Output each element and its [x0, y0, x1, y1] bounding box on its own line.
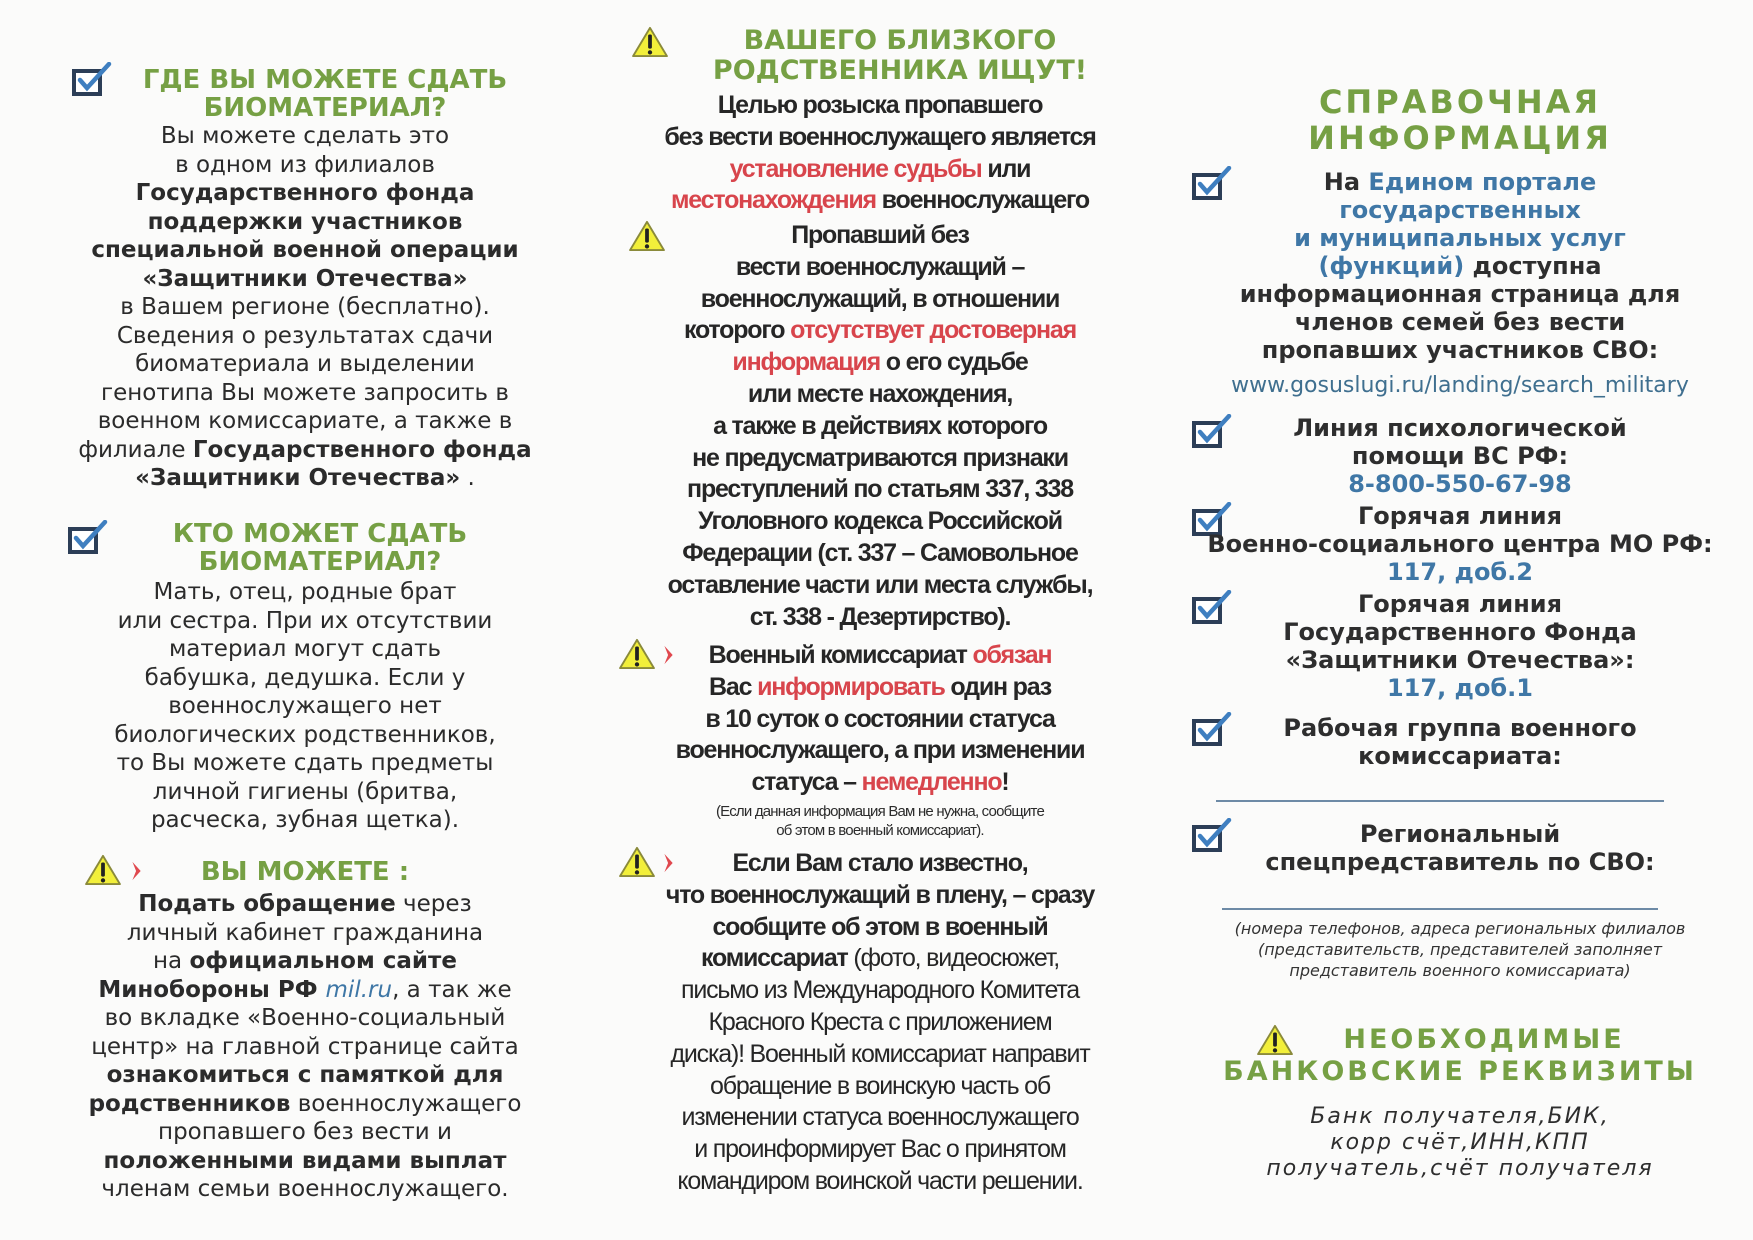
missing-definition-text: [600, 220, 1160, 633]
phone-number[interactable]: 117, доб.1: [1386, 674, 1533, 702]
text-line: материал могут сдать: [168, 636, 442, 662]
note-line: об этом в военный комиссариат).: [776, 822, 984, 839]
text-span: военнослужащего: [290, 1090, 522, 1117]
text-span: специальной военной операции: [91, 237, 519, 263]
text-line: [600, 538, 1160, 570]
text-span: доступна: [1464, 252, 1602, 280]
text-span: Если Вам стало известно,: [732, 849, 1028, 877]
text-line: [40, 151, 570, 180]
highlight-text: обязан: [972, 641, 1052, 669]
who-biomaterial-heading: [40, 520, 570, 576]
bank-details-list: [1180, 1104, 1740, 1182]
heading-line: БИОМАТЕРИАЛ?: [198, 547, 442, 577]
text-span: «Защитники Отечества»: [135, 465, 461, 491]
text-span: диска)! Военный комиссариат направит: [670, 1039, 1090, 1068]
you-can-text: [40, 890, 570, 1204]
text-span: или месте нахождения,: [747, 379, 1013, 408]
column-search: [600, 0, 1160, 1240]
text-line: [600, 122, 1160, 154]
text-line: [600, 315, 1160, 347]
text-span: информационная страница для: [1239, 280, 1681, 308]
text-line: [600, 252, 1160, 284]
text-line: [40, 407, 570, 436]
psych-help-line: [1180, 414, 1740, 498]
text-line: бабушка, дедушка. Если у: [144, 664, 466, 691]
text-line: Мать, отец, родные брат: [153, 579, 457, 605]
text-line: или сестра. При их отсутствии: [117, 607, 493, 634]
working-group: [1180, 714, 1740, 770]
text-line: [40, 1004, 570, 1033]
note-line: (Если данная информация Вам не нужна, сообщите: [715, 803, 1044, 820]
search-goal-text: [600, 90, 1160, 217]
bank-details-heading: [1180, 1024, 1740, 1088]
text-line: [1180, 196, 1740, 224]
where-biomaterial-text: [40, 122, 570, 493]
text-span: статуса –: [751, 768, 862, 797]
text-line: [600, 912, 1160, 944]
text-span: официальном сайте: [189, 948, 457, 974]
contact-label: Линия психологической: [1293, 414, 1627, 442]
text-line: [600, 570, 1160, 602]
heading-line: СПРАВОЧНАЯ: [1318, 83, 1602, 121]
contact-label: «Защитники Отечества»:: [1285, 646, 1635, 674]
text-line: [40, 179, 570, 208]
text-line: [600, 379, 1160, 411]
text-line: [600, 602, 1160, 634]
text-line: личной гигиены (бритва,: [152, 778, 458, 805]
heading-line: РОДСТВЕННИКА ИЩУТ!: [712, 55, 1088, 86]
text-line: [40, 1147, 570, 1176]
text-span: Сведения о результатах сдачи: [116, 322, 494, 349]
contact-label: помощи ВС РФ:: [1351, 442, 1569, 470]
column-reference: [1180, 0, 1740, 1240]
text-line: [40, 1061, 570, 1090]
text-line: [40, 379, 570, 408]
text-line: (номера телефонов, адреса региональных филиалов: [1234, 919, 1686, 938]
highlight-text: информировать: [757, 672, 945, 701]
text-span: и муниципальных услуг: [1294, 224, 1626, 252]
text-line: [40, 322, 570, 351]
text-span: письмо из Международного Комитета: [681, 976, 1079, 1005]
you-can-heading: [40, 858, 570, 886]
text-line: военнослужащего нет: [168, 693, 442, 719]
text-line: [600, 672, 1160, 704]
heading-line: БИОМАТЕРИАЛ?: [203, 93, 447, 123]
text-span: поддержки участников: [147, 208, 463, 235]
text-span: изменении статуса военнослужащего: [681, 1103, 1079, 1132]
text-span: пропавших участников СВО:: [1261, 336, 1659, 364]
commissariat-obligation-text: [600, 640, 1160, 799]
text-line: (представительств, представителей заполняет: [1257, 940, 1663, 959]
text-line: [40, 1175, 570, 1204]
text-span: Федерации (ст. 337 – Самовольное: [682, 538, 1078, 567]
contact-label: Военно-социального центра МО РФ:: [1207, 530, 1713, 558]
heading-line: ВЫ МОЖЕТЕ :: [200, 857, 410, 887]
text-span: на: [153, 948, 190, 974]
text-span: пропавшего без вести и: [158, 1119, 452, 1145]
who-biomaterial-text: [40, 578, 570, 835]
text-line: [600, 347, 1160, 379]
text-line: [600, 411, 1160, 443]
text-span: в одном из филиалов: [175, 151, 435, 178]
text-span: без вести военнослужащего является: [664, 122, 1096, 151]
text-line: [600, 154, 1160, 186]
heading-line: ВАШЕГО БЛИЗКОГО: [743, 25, 1057, 56]
text-span: о его судьбе: [880, 348, 1028, 377]
text-line: [1180, 336, 1740, 364]
text-span: Подать обращение: [138, 891, 396, 917]
highlight-text: информация: [732, 348, 881, 377]
text-line: [600, 975, 1160, 1007]
text-span: , а так же: [392, 976, 512, 1003]
gosuslugi-link[interactable]: www.gosuslugi.ru/landing/search_military: [1231, 373, 1689, 398]
text-span: филиале: [78, 436, 193, 463]
text-line: [40, 208, 570, 237]
highlight-text: местонахождения: [671, 186, 876, 215]
text-span: Уголовного кодекса Российской: [698, 507, 1062, 536]
text-line: [600, 220, 1160, 252]
text-span: один раз: [944, 672, 1051, 701]
text-span: комиссариат: [701, 944, 848, 973]
text-span: личный кабинет гражданина: [126, 919, 484, 946]
text-span: военнослужащего, а при изменении: [675, 736, 1085, 765]
text-span: вести военнослужащий –: [735, 252, 1025, 281]
regional-rep-fill-line: [1222, 908, 1658, 910]
text-span: (функций): [1318, 252, 1465, 280]
text-span: «Защитники Отечества»: [142, 265, 468, 292]
text-line: [600, 1166, 1160, 1198]
vsc-hotline: [1180, 502, 1740, 586]
text-span: Едином портале: [1368, 168, 1597, 196]
gosuslugi-text: [1180, 168, 1740, 364]
text-line: [40, 436, 570, 465]
text-span: Целью розыска пропавшего: [717, 91, 1043, 119]
text-span: или: [981, 154, 1031, 183]
text-line: [600, 1134, 1160, 1166]
text-span: родственников: [88, 1090, 291, 1117]
text-span: !: [1001, 768, 1009, 797]
text-span: членам семьи военнослужащего.: [101, 1176, 509, 1202]
text-span: членов семей без вести: [1294, 308, 1626, 336]
text-span: сообщите об этом в военный: [712, 912, 1048, 941]
text-line: [600, 506, 1160, 538]
text-span: военном комиссариате, а также в: [97, 408, 513, 434]
contact-label: комиссариата:: [1358, 742, 1562, 770]
text-line: получатель,счёт получателя: [1266, 1156, 1654, 1181]
regional-representative: [1180, 820, 1740, 876]
text-line: [600, 640, 1160, 672]
fill-instructions: [1180, 918, 1740, 981]
phone-number[interactable]: 117, доб.2: [1386, 558, 1533, 586]
text-span: генотипа Вы можете запросить в: [101, 379, 509, 406]
reference-heading: [1180, 84, 1740, 156]
contact-label: Государственного Фонда: [1283, 618, 1637, 646]
text-span: командиром воинской части решении.: [677, 1166, 1083, 1195]
text-span: Государственного фонда: [192, 436, 532, 463]
text-line: [40, 350, 570, 379]
text-line: [600, 880, 1160, 912]
text-span: Минобороны РФ: [98, 976, 326, 1003]
text-line: [1180, 168, 1740, 196]
text-line: [600, 1039, 1160, 1071]
heading-line: КТО МОЖЕТ СДАТЬ: [172, 519, 468, 549]
text-line: [1180, 280, 1740, 308]
text-line: [600, 704, 1160, 736]
highlight-text: отсутствует достоверная: [790, 316, 1076, 345]
text-line: расческа, зубная щетка).: [150, 807, 460, 833]
text-span: в Вашем регионе (бесплатно).: [120, 294, 490, 320]
fund-hotline: [1180, 590, 1740, 702]
text-span: государственных: [1339, 196, 1581, 224]
text-line: [600, 185, 1160, 217]
text-line: [40, 265, 570, 294]
text-span: через: [395, 891, 472, 917]
text-span: Государственного фонда: [135, 180, 475, 206]
text-span: военнослужащего: [875, 186, 1089, 215]
text-line: [1180, 252, 1740, 280]
text-line: [600, 1102, 1160, 1134]
text-line: корр счёт,ИНН,КПП: [1330, 1130, 1590, 1155]
text-span: ознакомиться с памяткой для: [106, 1062, 504, 1088]
text-line: представитель военного комиссариата): [1289, 961, 1631, 980]
text-span: (фото, видеосюжет,: [847, 944, 1059, 973]
text-span: центр» на главной странице сайта: [91, 1033, 519, 1060]
text-line: [40, 919, 570, 948]
heading-line: БАНКОВСКИЕ РЕКВИЗИТЫ: [1223, 1056, 1697, 1087]
highlight-text: немедленно: [861, 768, 1002, 797]
text-line: [40, 236, 570, 265]
contact-label: спецпредставитель по СВО:: [1265, 848, 1655, 876]
where-biomaterial-heading: [40, 66, 570, 122]
text-line: [600, 943, 1160, 975]
text-line: [600, 767, 1160, 799]
text-span: оставление части или места службы,: [667, 570, 1093, 599]
text-line: биологических родственников,: [114, 721, 496, 748]
text-line: [600, 1071, 1160, 1103]
text-span: а также в действиях которого: [713, 411, 1047, 440]
text-line: [600, 284, 1160, 316]
text-span: преступлений по статьям 337, 338: [687, 475, 1073, 504]
text-span: .: [460, 465, 475, 491]
phone-number[interactable]: 8-800-550-67-98: [1348, 470, 1572, 498]
text-line: [40, 1118, 570, 1147]
text-line: [600, 1007, 1160, 1039]
text-line: [40, 464, 570, 493]
contact-label: Горячая линия: [1357, 502, 1562, 530]
text-line: [40, 890, 570, 919]
mil-ru-link[interactable]: mil.ru: [325, 976, 393, 1003]
highlight-text: установление судьбы: [729, 154, 982, 183]
relative-searched-heading: [600, 26, 1160, 86]
text-line: [40, 947, 570, 976]
text-span: биоматериала и выделении: [135, 351, 475, 377]
text-line: [1180, 308, 1740, 336]
text-span: положенными видами выплат: [103, 1147, 507, 1174]
column-biomaterial: [40, 0, 570, 1240]
text-span: На: [1323, 168, 1369, 196]
captivity-text: [600, 848, 1160, 1198]
text-line: [40, 1090, 570, 1119]
text-line: [600, 848, 1160, 880]
text-span: ст. 338 - Дезертирство).: [749, 602, 1011, 631]
text-line: [40, 1033, 570, 1062]
text-line: Банк получателя,БИК,: [1310, 1104, 1610, 1129]
text-line: [1180, 224, 1740, 252]
text-line: [600, 443, 1160, 475]
heading-line: ИНФОРМАЦИЯ: [1308, 119, 1612, 157]
text-span: Вас: [709, 672, 758, 701]
text-line: [40, 293, 570, 322]
text-span: которого: [684, 316, 791, 345]
text-line: [600, 90, 1160, 122]
text-span: Вы можете сделать это: [160, 123, 450, 149]
text-span: во вкладке «Военно-социальный: [104, 1005, 506, 1031]
text-line: [600, 474, 1160, 506]
contact-label: Региональный: [1359, 820, 1561, 848]
text-line: [40, 976, 570, 1005]
text-span: Пропавший без: [791, 221, 969, 249]
text-line: [40, 122, 570, 151]
heading-line: ГДЕ ВЫ МОЖЕТЕ СДАТЬ: [142, 65, 508, 95]
text-span: что военнослужащий в плену, – сразу: [665, 880, 1095, 909]
text-line: то Вы можете сдать предметы: [116, 750, 494, 776]
text-span: не предусматриваются признаки: [692, 443, 1068, 472]
text-span: обращение в воинскую часть об: [710, 1071, 1050, 1100]
text-line: [600, 735, 1160, 767]
contact-label: Горячая линия: [1357, 590, 1562, 618]
text-span: Военный комиссариат: [708, 641, 973, 669]
text-span: военнослужащий, в отношении: [700, 284, 1060, 313]
text-span: и проинформирует Вас о принятом: [694, 1135, 1066, 1164]
heading-line: НЕОБХОДИМЫЕ: [1343, 1024, 1625, 1055]
opt-out-note: [600, 802, 1160, 840]
text-span: в 10 суток о состоянии статуса: [705, 704, 1055, 733]
text-span: Красного Креста с приложением: [708, 1007, 1052, 1036]
contact-label: Рабочая группа военного: [1283, 714, 1637, 742]
working-group-fill-line: [1216, 800, 1664, 802]
